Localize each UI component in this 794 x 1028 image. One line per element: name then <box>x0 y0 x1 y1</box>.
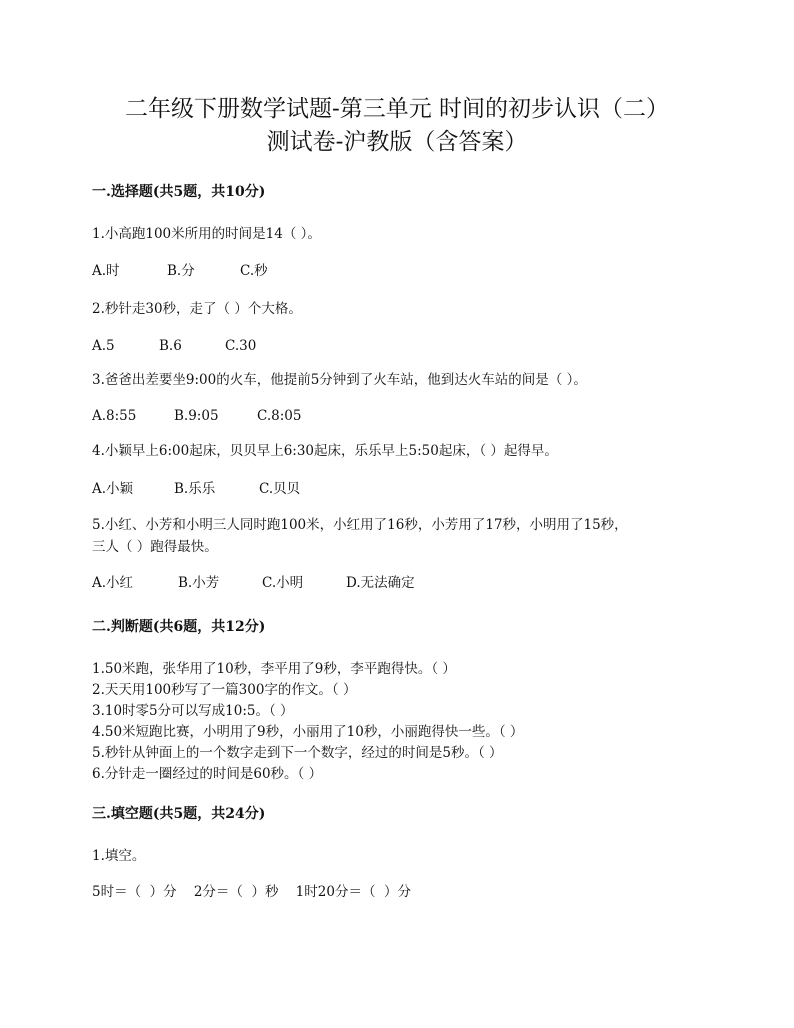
q4-option-a: A.小颖 <box>92 481 134 497</box>
q5-option-c: C.小明 <box>262 575 304 591</box>
judge-item: 4.50米短跑比赛，小明用了9秒，小丽用了10秒，小丽跑得快一些。（ ） <box>92 724 524 740</box>
q2-option-b: B.6 <box>159 338 182 354</box>
q1-option-c: C.秒 <box>240 263 268 279</box>
q3-options <box>92 407 301 425</box>
judge-item: 1.50米跑，张华用了10秒，李平用了9秒，李平跑得快。（ ） <box>92 661 456 677</box>
q1-option-b: B.分 <box>167 263 195 279</box>
doc-title-line1: 二年级下册数学试题-第三单元 时间的初步认识（二） <box>124 96 670 122</box>
section2-heading: 二.判断题(共6题，共12分) <box>92 619 266 635</box>
q4-options <box>92 480 300 498</box>
section3-heading: 三.填空题(共5题，共24分) <box>92 806 266 822</box>
judge-item: 6.分针走一圈经过的时间是60秒。（ ） <box>92 766 323 782</box>
q2-options <box>92 337 256 355</box>
q3-option-a: A.8:55 <box>92 408 137 424</box>
q5-options <box>92 574 415 592</box>
fill-q1-stem: 1.填空。 <box>92 848 146 864</box>
judge-item: 2.天天用100秒写了一篇300字的作文。（ ） <box>92 682 357 698</box>
q2-stem: 2.秒针走30秒，走了（ ）个大格。 <box>92 301 302 317</box>
doc-title-line2: 测试卷-沪教版（含答案） <box>266 129 528 155</box>
judge-item: 5.秒针从钟面上的一个数字走到下一个数字，经过的时间是5秒。（ ） <box>92 745 503 761</box>
q5-stem-line2: 三人（ ）跑得最快。 <box>92 539 218 555</box>
q3-option-c: C.8:05 <box>257 408 302 424</box>
section1-heading: 一.选择题(共5题，共10分) <box>92 184 266 200</box>
q2-option-a: A.5 <box>92 338 115 354</box>
q4-stem: 4.小颖早上6:00起床，贝贝早上6:30起床，乐乐早上5:50起床，（ ）起得早。 <box>92 443 558 459</box>
q5-option-d: D.无法确定 <box>346 575 415 591</box>
q5-option-b: B.小芳 <box>178 575 220 591</box>
q2-option-c: C.30 <box>225 338 257 354</box>
fill-q1-line: 5时＝（ ）分 2分＝（ ）秒 1时20分＝（ ）分 <box>92 884 412 900</box>
q5-stem-line1: 5.小红、小芳和小明三人同时跑100米，小红用了16秒，小芳用了17秒，小明用了15秒， <box>92 517 628 533</box>
judge-item: 3.10时零5分可以写成10:5。（ ） <box>92 703 294 719</box>
q4-option-b: B.乐乐 <box>174 481 216 497</box>
q5-option-a: A.小红 <box>92 575 134 591</box>
q1-options <box>92 262 268 280</box>
q3-stem: 3.爸爸出差要坐9:00的火车，他提前5分钟到了火车站，他到达火车站的间是（ ）。 <box>92 372 587 388</box>
q3-option-b: B.9:05 <box>174 408 219 424</box>
q1-stem: 1.小高跑100米所用的时间是14（ ）。 <box>92 226 321 242</box>
q1-option-a: A.时 <box>92 263 120 279</box>
q4-option-c: C.贝贝 <box>259 481 301 497</box>
